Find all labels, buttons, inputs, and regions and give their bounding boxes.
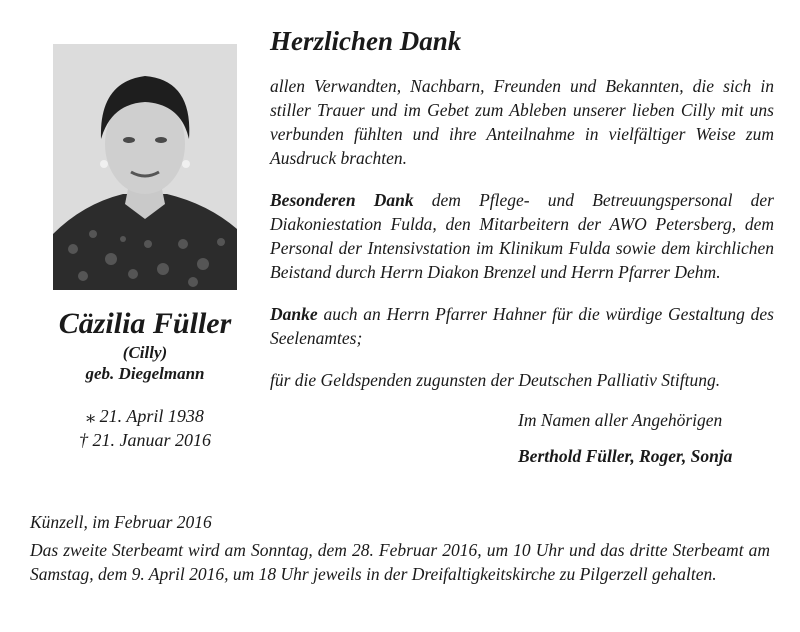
signature-intro: Im Namen aller Angehörigen bbox=[518, 410, 723, 430]
deceased-info bbox=[30, 306, 260, 452]
thanks-paragraph-3 bbox=[270, 302, 774, 350]
danke-lead: Danke bbox=[270, 304, 318, 324]
danke-text: auch an Herrn Pfarrer Hahner für die würdige Gestaltung des Seelenamtes; bbox=[270, 304, 774, 348]
thanks-paragraph-4: für die Geldspenden zugunsten der Deutschen Palliativ Stiftung. bbox=[270, 370, 721, 390]
birth-date: ⁎ 21. April 1938 bbox=[86, 406, 204, 426]
deceased-name: Cäzilia Füller bbox=[58, 307, 232, 340]
service-info: Das zweite Sterbeamt wird am Sonntag, dem 28. Februar 2016, um 10 Uhr und das dritte Sterbeamt am Samstag, dem 9. April 2016, um 18 Uhr jeweils in der Dreifaltigkeitskirche zu Pilgerzell gehalten. bbox=[30, 540, 770, 584]
death-date: † 21. Januar 2016 bbox=[79, 430, 211, 450]
portrait-photo bbox=[53, 44, 237, 290]
deceased-nickname: (Cilly) bbox=[122, 343, 168, 362]
signature-names: Berthold Füller, Roger, Sonja bbox=[518, 446, 733, 466]
thanks-paragraph-1: allen Verwandten, Nachbarn, Freunden und Bekannten, die sich in stiller Trauer und im Gebet zum Ableben unserer lieben Cilly mit uns verbunden fühlten und ihre Anteilnahme in vielfältiger Weise zum Ausdruck brachten. bbox=[270, 76, 774, 168]
special-thanks-text: dem Pflege- und Betreuungspersonal der Diakoniestation Fulda, den Mitarbeitern der AWO Petersberg, dem Personal der Intensivstation im Klinikum Fulda sowie dem kirchlichen Beistand durch Herrn Diakon Brenzel und Herrn Pfarrer Dehm. bbox=[270, 190, 774, 282]
place-date: Künzell, im Februar 2016 bbox=[30, 512, 212, 532]
thanks-heading: Herzlichen Dank bbox=[270, 26, 462, 56]
deceased-birth-name: geb. Diegelmann bbox=[85, 364, 205, 383]
footer bbox=[30, 510, 770, 586]
signature-block bbox=[518, 408, 774, 468]
special-thanks-lead: Besonderen Dank bbox=[270, 190, 414, 210]
thanks-column bbox=[270, 26, 774, 468]
thanks-paragraph-2 bbox=[270, 188, 774, 284]
life-dates bbox=[30, 404, 260, 452]
